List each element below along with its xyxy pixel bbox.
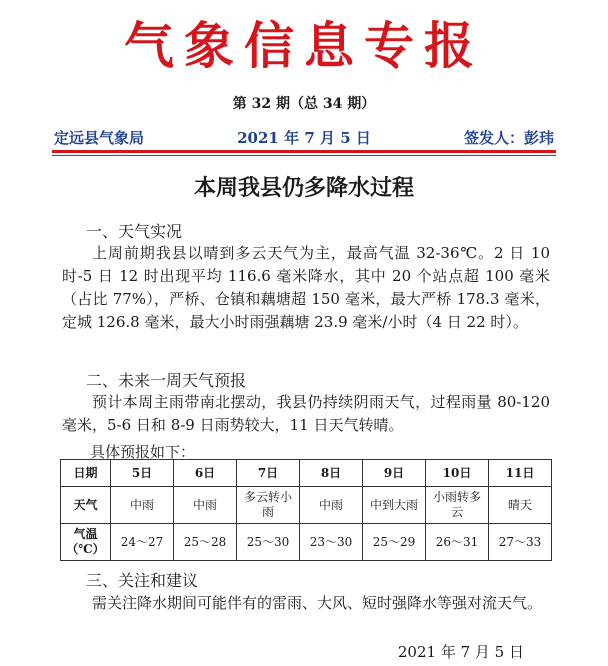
weather-cell: 中雨 — [300, 487, 363, 524]
day-cell: 8日 — [300, 460, 363, 487]
byline — [54, 127, 554, 148]
report-headline: 本周我县仍多降水过程 — [193, 175, 414, 201]
issue-date: 2021 年 7 月 5 日 — [237, 129, 371, 147]
forecast-intro: 具体预报如下： — [90, 443, 196, 461]
row-label-date: 日期 — [61, 460, 111, 487]
signer: 签发人：彭玮 — [463, 129, 554, 147]
day-cell: 9日 — [363, 460, 426, 487]
section-3-title: 三、关注和建议 — [86, 571, 199, 590]
temp-cell: 24～27 — [111, 524, 174, 561]
table-row-weather — [61, 487, 552, 524]
section-2-title: 二、未来一周天气预报 — [86, 371, 247, 390]
weather-cell: 晴天 — [489, 487, 552, 524]
day-cell: 5日 — [111, 460, 174, 487]
header-rule-thick — [52, 150, 556, 153]
temp-cell: 23～30 — [300, 524, 363, 561]
weather-cell: 多云转小雨 — [237, 487, 300, 524]
section-3-text: 需关注降水期间可能伴有的雷雨、大风、短时强降水等强对流天气。 — [92, 594, 543, 612]
footer-date: 2021 年 7 月 5 日 — [397, 643, 524, 661]
temp-cell: 25～30 — [237, 524, 300, 561]
temp-cell: 27～33 — [489, 524, 552, 561]
section-2-text: 预计本周主雨带南北摆动，我县仍持续阴雨天气，过程雨量 80-120 毫米，5-6 日和 8-9 日雨势较大，11 日天气转晴。 — [62, 393, 550, 434]
day-cell: 11日 — [489, 460, 552, 487]
weather-cell: 中雨 — [111, 487, 174, 524]
masthead-title: 气象信息专报 — [124, 16, 484, 75]
day-cell: 10日 — [426, 460, 489, 487]
table-row-temperature — [61, 524, 552, 561]
row-label-temperature: 气温（℃） — [61, 524, 111, 561]
weather-cell: 小雨转多云 — [426, 487, 489, 524]
section-1-title: 一、天气实况 — [86, 222, 183, 241]
issuing-organization: 定远县气象局 — [54, 129, 145, 147]
weather-cell: 中雨 — [174, 487, 237, 524]
section-1-text: 上周前期我县以晴到多云天气为主，最高气温 32-36℃。2 日 10 时-5 日 12 时出现平均 116.6 毫米降水，其中 20 个站点超 100 毫米（占比 77%），严桥、仓镇和藕塘超 150 毫米，最大严桥 178.3 毫米，定城 126.8 毫米，最大小时雨强藕塘 23.9 毫米/小时（4 日 22 时）。 — [62, 244, 550, 331]
weather-cell: 中到大雨 — [363, 487, 426, 524]
issue-number: 第 32 期（总 34 期） — [232, 96, 376, 112]
temp-cell: 25～28 — [174, 524, 237, 561]
row-label-weather: 天气 — [61, 487, 111, 524]
temp-cell: 26～31 — [426, 524, 489, 561]
table-row-dates — [61, 460, 552, 487]
forecast-table — [60, 459, 552, 561]
day-cell: 6日 — [174, 460, 237, 487]
header-rule-thin — [52, 155, 556, 156]
day-cell: 7日 — [237, 460, 300, 487]
temp-cell: 25～29 — [363, 524, 426, 561]
